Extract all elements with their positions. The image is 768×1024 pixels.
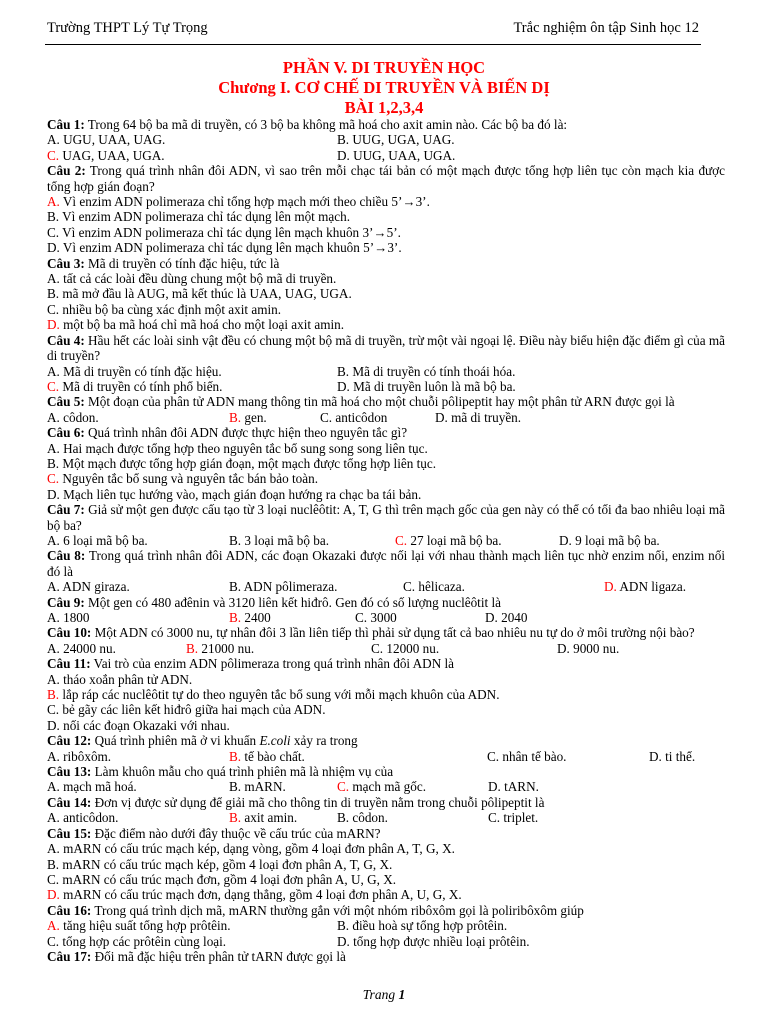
answer-letter: A.: [47, 194, 60, 210]
options-row: [47, 779, 725, 794]
option-d: D. Mạch liên tục hướng vào, mạch gián đoạn hướng ra chạc ba tái bản.: [47, 486, 422, 502]
option-a: A. mạch mã hoá.: [47, 779, 137, 795]
answer-letter: D.: [47, 317, 60, 333]
option-d: D. 9000 nu.: [557, 640, 620, 656]
question-text: Một đoạn của phân tử ADN mang thông tin mã hoá cho một chuỗi pôlipeptit hay một phân tử ARN được gọi là: [84, 394, 675, 410]
question-9: [47, 595, 725, 610]
option-text: tăng hiệu suất tổng hợp prôtêin.: [59, 918, 231, 934]
question-label: Câu 1:: [47, 117, 85, 132]
option-a: A. 24000 nu.: [47, 640, 116, 656]
question-label: Câu 8:: [47, 548, 86, 564]
option-c: C. anticôdon: [320, 409, 388, 425]
header-rule: [45, 44, 701, 45]
option-text: UAG, UAA, UGA.: [59, 147, 165, 163]
question-text: Trong quá trình nhân đôi ADN, vì sao trên mỗi chạc tái bản có một mạch được tổng hợp liên tục còn mạch kia được tổng hợp gián đoạn?: [47, 163, 726, 194]
question-label: Câu 2:: [47, 163, 86, 179]
page-footer: [0, 987, 768, 1002]
question-label: Câu 11:: [47, 656, 91, 672]
option-d: D. Vì enzim ADN polimeraza chỉ tác dụng lên mạch khuôn 5’→3’.: [47, 240, 402, 256]
question-5: [47, 394, 725, 409]
answer-letter: C.: [337, 779, 350, 795]
options-row: [47, 641, 725, 656]
option-text: lắp ráp các nuclêôtit tự do theo nguyên tắc bổ sung với mỗi mạch khuôn của ADN.: [59, 687, 500, 703]
answer-letter: C.: [395, 532, 408, 548]
option-text: một bộ ba mã hoá chỉ mã hoá cho một loại axit amin.: [59, 317, 345, 333]
options-row: [47, 810, 725, 825]
option-b: B. 3 loại mã bộ ba.: [229, 532, 329, 548]
option-text: 2400: [241, 610, 271, 625]
option-c: C. tổng hợp các prôtêin cùng loại.: [47, 933, 227, 949]
option-a: A. Mã di truyền có tính đặc hiệu.: [47, 363, 222, 379]
option-text: axit amin.: [241, 810, 298, 826]
option-c: C. 12000 nu.: [371, 640, 440, 656]
question-7: [47, 502, 725, 533]
answer-letter: C.: [47, 378, 60, 394]
answer-letter: A.: [47, 918, 60, 934]
option-d: D. Mã di truyền luôn là mã bộ ba.: [337, 378, 516, 394]
option-b: [229, 410, 320, 425]
question-text: Quá trình phiên mã ở vi khuẩn: [91, 733, 260, 749]
option-a: [47, 194, 725, 209]
question-text: Trong 64 bộ ba mã di truyền, có 3 bộ ba không mã hoá cho axit amin nào. Các bộ ba đó là:: [84, 117, 568, 132]
options-row: [47, 749, 725, 764]
question-12: [47, 733, 725, 748]
option-text: 21000 nu.: [198, 640, 255, 656]
question-text-italic: E.coli: [259, 733, 291, 749]
option-text: ADN ligaza.: [616, 579, 687, 595]
question-label: Câu 13:: [47, 764, 92, 780]
option-d: [47, 887, 725, 902]
option-d: D. nối các đoạn Okazaki với nhau.: [47, 717, 230, 733]
question-label: Câu 17:: [47, 948, 92, 964]
answer-letter: B.: [186, 640, 199, 656]
option-b: B. Một mạch được tổng hợp gián đoạn, một mạch được tổng hợp liên tục.: [47, 455, 437, 471]
question-15: [47, 826, 725, 841]
option-text: tế bào chất.: [241, 748, 305, 764]
option-b: B. ADN pôlimeraza.: [229, 579, 338, 595]
option-d: C. triplet.: [488, 810, 539, 826]
option-text: 27 loại mã bộ ba.: [407, 532, 502, 548]
option-b: B. UUG, UGA, UAG.: [337, 132, 455, 148]
option-b: B. điều hoà sự tổng hợp prôtêin.: [337, 918, 508, 934]
option-c: [395, 533, 559, 548]
option-d: [604, 579, 686, 594]
question-label: Câu 9:: [47, 594, 85, 610]
option-b: [229, 810, 337, 825]
question-text: Giả sử một gen được cấu tạo từ 3 loại nuclêôtit: A, T, G thì trên mạch gốc của gen này có thể có tối đa bao nhiêu loại mã bộ ba?: [47, 502, 725, 533]
question-label: Câu 14:: [47, 794, 92, 810]
question-text: Trong quá trình dịch mã, mARN thường gắn với một nhóm ribôxôm gọi là poliribôxôm giúp: [91, 902, 584, 918]
option-a: [47, 918, 337, 933]
options-row: [47, 410, 725, 425]
question-label: Câu 10:: [47, 625, 92, 641]
question-14: [47, 795, 725, 810]
option-b: [229, 610, 355, 625]
option-b: B. mã mở đầu là AUG, mã kết thúc là UAA, UAG, UGA.: [47, 286, 352, 302]
question-label: Câu 5:: [47, 394, 85, 410]
options-row: [47, 132, 725, 147]
question-text: Đơn vị được sử dụng để giải mã cho thông tin di truyền nằm trong chuỗi pôlipeptit là: [91, 794, 545, 810]
question-3: [47, 256, 725, 271]
school-name: Trường THPT Lý Tự Trọng: [47, 20, 208, 36]
question-11: [47, 656, 725, 671]
option-b: [47, 687, 725, 702]
question-label: Câu 15:: [47, 825, 92, 841]
option-c: C. nhân tế bào.: [487, 748, 567, 764]
option-d: D. UUG, UAA, UGA.: [337, 147, 456, 163]
page-label: Trang: [362, 987, 399, 1002]
option-c: C. mARN có cấu trúc mạch đơn, gồm 4 loại đơn phân A, U, G, X.: [47, 871, 397, 887]
answer-letter: B.: [229, 409, 242, 425]
option-a: A. ribôxôm.: [47, 748, 112, 764]
options-row: [47, 610, 725, 625]
chapter-title: Chương I. CƠ CHẾ DI TRUYỀN VÀ BIẾN DỊ: [218, 78, 550, 97]
question-text-end: xảy ra trong: [290, 733, 358, 749]
page-header: [47, 21, 699, 43]
question-list: [47, 117, 725, 964]
question-label: Câu 7:: [47, 502, 85, 518]
option-c: [47, 148, 337, 163]
answer-letter: D.: [47, 887, 60, 903]
question-text: Đặc điểm nào dưới đây thuộc về cấu trúc của mARN?: [91, 825, 381, 841]
options-row: [47, 918, 725, 933]
options-row: [47, 579, 725, 594]
option-d: [47, 317, 725, 332]
options-row: [47, 379, 725, 394]
question-13: [47, 764, 725, 779]
question-8: [47, 548, 725, 579]
answer-letter: B.: [229, 810, 242, 826]
option-b: B. Mã di truyền có tính thoái hóa.: [337, 363, 516, 379]
option-c: B. côdon.: [337, 810, 388, 826]
option-b: [186, 641, 371, 656]
option-c: C. hêlicaza.: [403, 579, 465, 595]
option-a: A. UGU, UAA, UAG.: [47, 132, 166, 148]
option-d: D. mã di truyền.: [435, 409, 522, 425]
page-number: 1: [398, 987, 406, 1002]
question-1: [47, 117, 725, 132]
answer-letter: C.: [47, 471, 60, 487]
option-b: B. Vì enzim ADN polimeraza chỉ tác dụng lên một mạch.: [47, 209, 350, 225]
question-4: [47, 333, 725, 364]
options-row: [47, 148, 725, 163]
document-subject: Trắc nghiệm ôn tập Sinh học 12: [513, 20, 699, 36]
question-text: Một ADN có 3000 nu, tự nhân đôi 3 lần liên tiếp thì phải sử dụng tất cả bao nhiêu nu tự do ở môi trường nội bào?: [91, 625, 695, 641]
answer-letter: C.: [47, 147, 60, 163]
question-text: Mã di truyền có tính đặc hiệu, tức là: [84, 255, 280, 271]
question-text: Làm khuôn mẫu cho quá trình phiên mã là nhiệm vụ của: [91, 764, 394, 780]
question-label: Câu 4:: [47, 332, 85, 348]
question-label: Câu 16:: [47, 902, 92, 918]
option-a: A. tháo xoắn phân tử ADN.: [47, 671, 193, 687]
question-text: Vai trò của enzim ADN pôlimeraza trong quá trình nhân đôi ADN là: [90, 656, 455, 672]
option-text: mARN có cấu trúc mạch đơn, dạng thẳng, gồm 4 loại đơn phân A, U, G, X.: [59, 887, 462, 903]
option-d: D. 9 loại mã bộ ba.: [559, 532, 660, 548]
option-b: B. mARN có cấu trúc mạch kép, gồm 4 loại đơn phân A, T, G, X.: [47, 856, 393, 872]
option-c: [337, 779, 488, 794]
question-label: Câu 3:: [47, 255, 85, 271]
part-title: PHẦN V. DI TRUYỀN HỌC: [282, 58, 486, 77]
option-a: A. 6 loại mã bộ ba.: [47, 532, 148, 548]
answer-letter: B.: [229, 610, 242, 625]
option-b: [229, 749, 487, 764]
question-text: Hầu hết các loài sinh vật đều có chung một bộ mã di truyền, trừ một vài ngoại lệ. Điều này biểu hiện đặc điểm gì của mã di truyền?: [47, 332, 725, 364]
option-c: C. Vì enzim ADN polimeraza chỉ tác dụng lên mạch khuôn 3’→5’.: [47, 224, 401, 240]
option-a: A. côdon.: [47, 409, 99, 425]
question-text: Đối mã đặc hiệu trên phân tử tARN được gọi là: [91, 948, 346, 964]
option-c: C. bẻ gãy các liên kết hiđrô giữa hai mạch của ADN.: [47, 702, 326, 718]
option-text: Nguyên tắc bổ sung và nguyên tắc bán bảo toàn.: [59, 471, 319, 487]
option-c: [47, 471, 725, 486]
question-text: Quá trình nhân đôi ADN được thực hiện theo nguyên tắc gì?: [84, 425, 408, 441]
option-a: A. mARN có cấu trúc mạch kép, dạng vòng, gồm 4 loại đơn phân A, T, G, X.: [47, 841, 455, 857]
options-row: [47, 364, 725, 379]
option-d: D. 2040: [485, 610, 528, 625]
option-a: A. anticôdon.: [47, 810, 119, 826]
question-16: [47, 903, 725, 918]
question-17: [47, 949, 725, 964]
option-text: Vì enzim ADN polimeraza chỉ tổng hợp mạch mới theo chiều 5’→3’.: [59, 194, 430, 210]
option-text: gen.: [241, 409, 267, 425]
question-2: [47, 163, 725, 194]
option-text: mạch mã gốc.: [349, 779, 426, 795]
option-c: C. 3000: [355, 610, 397, 625]
option-a: A. Hai mạch được tổng hợp theo nguyên tắc bổ sung song song liên tục.: [47, 440, 428, 456]
question-label: Câu 12:: [47, 733, 92, 749]
answer-letter: B.: [47, 687, 60, 703]
option-c: C. nhiều bộ ba cùng xác định một axit amin.: [47, 301, 282, 317]
question-text: Một gen có 480 ađênin và 3120 liên kết hiđrô. Gen đó có số lượng nuclêôtit là: [84, 594, 501, 610]
title-block: [0, 58, 768, 118]
options-row: [47, 533, 725, 548]
answer-letter: B.: [229, 748, 242, 764]
options-row: [47, 934, 725, 949]
option-d: D. tARN.: [488, 779, 539, 795]
lesson-title: BÀI 1,2,3,4: [344, 98, 424, 117]
option-d: D. tổng hợp được nhiều loại prôtêin.: [337, 933, 530, 949]
option-a: A. 1800: [47, 610, 90, 625]
answer-letter: D.: [604, 579, 617, 595]
question-text: Trong quá trình nhân đôi ADN, các đoạn Okazaki được nối lại với nhau thành mạch liên tục nhờ enzim nối, enzim nối đó là: [47, 548, 725, 579]
question-10: [47, 625, 725, 640]
question-label: Câu 6:: [47, 425, 85, 441]
option-a: A. ADN giraza.: [47, 579, 130, 595]
option-b: B. mARN.: [229, 779, 286, 795]
question-6: [47, 425, 725, 440]
option-text: Mã di truyền có tính phổ biến.: [59, 378, 223, 394]
option-a: A. tất cả các loài đều dùng chung một bộ mã di truyền.: [47, 271, 337, 287]
option-c: [47, 379, 337, 394]
option-d: D. ti thể.: [649, 748, 696, 764]
